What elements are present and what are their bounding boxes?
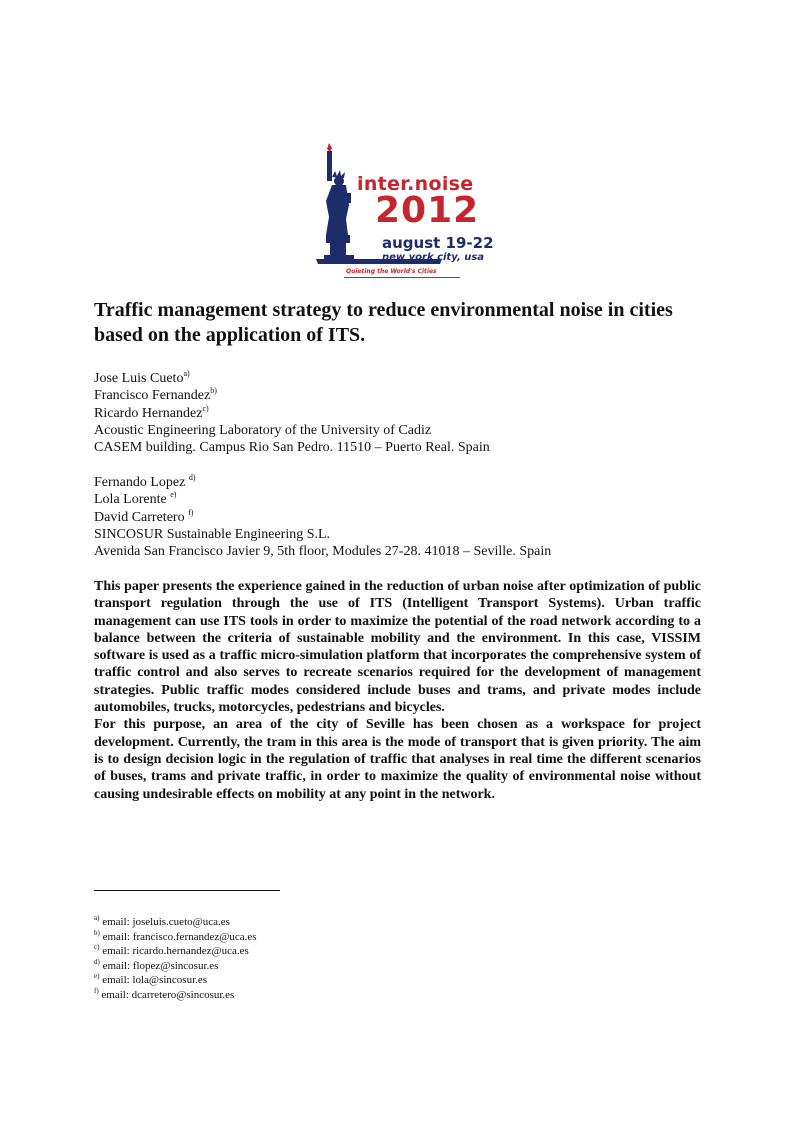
abstract-paragraph-1: This paper presents the experience gained in the reduction of urban noise after optimization of public transport regulation through the use of ITS (Intelligent Transport Systems). Urban traffic management can use ITS tools in order to maximize the potential of the road network according to a balance between the criteria of sustainable mobility and the environment. In this case, VISSIM software is used as a traffic micro-simulation platform that incorporates the comprehensive system of traffic control and also serves to recreate scenarios required for the development of management strategies. Public traffic modes considered include buses and trams, and private modes include automobiles, trucks, motorcycles, pedestrians and bicycles. [94,579,701,716]
footnote-mark: b) [94,928,100,937]
author-mark: b) [210,386,217,396]
author-group-1 [94,370,714,456]
address: Avenida San Francisco Javier 9, 5th floor, Modules 27-28. 41018 – Seville. Spain [94,544,552,560]
author-name: David Carretero [94,509,189,525]
author-mark: d) [188,473,196,482]
affiliation: SINCOSUR Sustainable Engineering S.L. [94,526,331,542]
author-name: Fernando Lopez [94,475,189,490]
footnote-text: email: lola@sincosur.es [99,974,208,986]
footnotes [94,915,257,1002]
author-line [94,387,714,404]
footnote-text: email: dcarretero@sincosur.es [98,988,235,1001]
abstract [94,578,701,803]
footnote-text: email: francisco.fernandez@uca.es [99,930,257,943]
logo-tagline: Quieting the World's Cities [346,268,437,275]
logo-name: inter.noise [357,173,474,195]
footnote-mark: c) [94,943,100,951]
footnote-mark: e) [94,972,100,980]
author-name: Ricardo Hernandez [94,405,203,421]
author-mark: f) [188,507,194,517]
affiliation: Acoustic Engineering Laboratory of the University of Cadiz [94,422,432,438]
footnote [94,930,257,945]
logo-city: new york city, usa [382,252,485,263]
author-name: Jose Luis Cueto [94,371,184,386]
logo-year: 2012 [375,190,480,231]
abstract-paragraph-2: For this purpose, an area of the city of Seville has been chosen as a workspace for project development. Currently, the tram in this area is the mode of transport that is given priority. The aim is to design decision logic in the regulation of traffic that analyses in real time the different scenarios of buses, trams and private traffic, in order to maximize the quality of environmental noise without causing undesirable effects on mobility at any point in the network. [94,717,701,802]
author-mark: e) [170,490,177,500]
footnote-mark: f) [94,986,99,995]
address: CASEM building. Campus Rio San Pedro. 11510 – Puerto Real. Spain [94,440,490,456]
footnote-mark: a) [94,914,100,922]
footnote-text: email: joseluis.cueto@uca.es [99,916,230,928]
footnote-mark: d) [94,957,100,966]
author-mark: c) [202,403,209,413]
paper-title: Traffic management strategy to reduce environmental noise in cities based on the application of ITS. [94,299,673,346]
author-name: Lola Lorente [94,492,171,508]
conference-logo [312,143,494,281]
author-line [94,509,714,526]
author-line [94,474,714,491]
author-line [94,405,714,422]
footnote [94,959,257,974]
author-group-2 [94,474,714,560]
author-mark: a) [183,369,190,378]
author-line [94,370,714,387]
footnote [94,973,257,988]
author-name: Francisco Fernandez [94,388,211,404]
footnote [94,944,257,959]
footnote-text: email: flopez@sincosur.es [99,959,219,972]
footnote [94,915,257,930]
footnote-text: email: ricardo.hernandez@uca.es [99,945,249,957]
footnote [94,988,257,1003]
logo-dates: august 19-22 [382,234,494,252]
author-line [94,491,714,508]
footnote-divider [94,890,280,891]
